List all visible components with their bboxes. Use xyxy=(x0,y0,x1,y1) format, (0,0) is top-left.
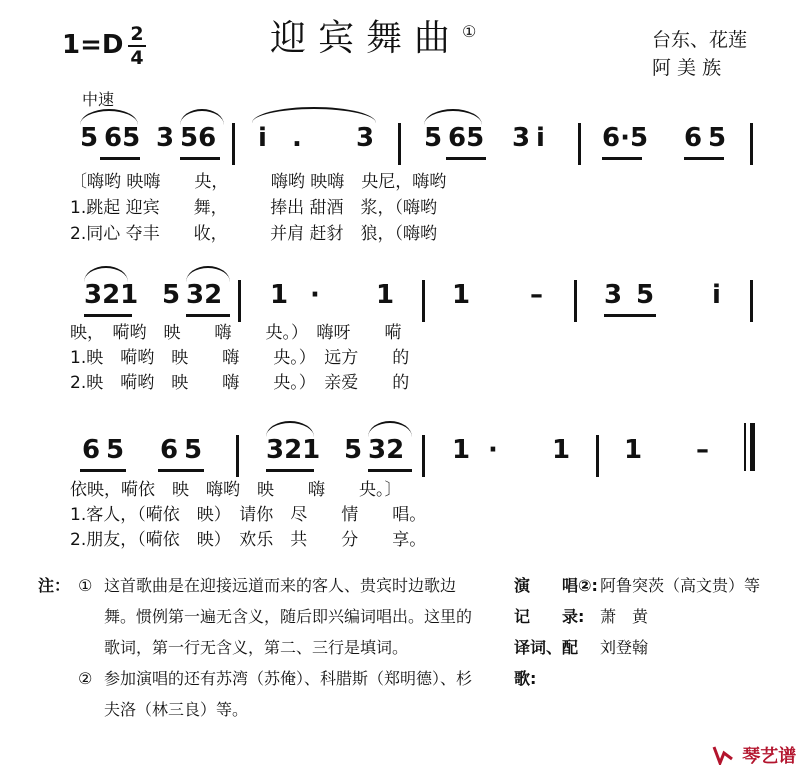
credit-arranger xyxy=(514,632,790,694)
final-barline-thin xyxy=(744,423,746,471)
credit-recorder xyxy=(514,601,790,632)
barline xyxy=(574,280,577,322)
time-signature xyxy=(128,24,146,68)
note: 6 xyxy=(684,123,703,153)
credit-singer xyxy=(514,570,790,601)
slur xyxy=(84,266,128,282)
note: 1 xyxy=(452,435,471,465)
watermark-text: 琴艺谱 xyxy=(742,746,797,767)
note: 3 xyxy=(156,123,175,153)
final-barline-thick xyxy=(750,423,755,471)
recorder-value: 萧 黄 xyxy=(600,607,649,626)
title-footnote-mark: ① xyxy=(462,22,477,41)
note: 1 xyxy=(552,435,571,465)
region-ethnic: 阿 美 族 xyxy=(652,57,722,79)
credits xyxy=(514,570,790,694)
lyric-line: 2.朋友，（嗬依 映） 欢乐 共 分 享。 xyxy=(70,530,427,550)
note: 1 xyxy=(270,280,289,310)
beam xyxy=(446,157,486,160)
note: i xyxy=(536,123,545,153)
note: 3 xyxy=(604,280,623,310)
lyric-line: 2.映 嗬哟 映 嗨 央。） 亲爱 的 xyxy=(70,373,410,393)
note: 3 xyxy=(356,123,375,153)
score-row-3 xyxy=(60,435,760,565)
lyric-line: 1.客人，（嗬依 映） 请你 尽 情 唱。 xyxy=(70,505,427,525)
barline xyxy=(422,280,425,322)
note: . xyxy=(292,123,302,153)
beam xyxy=(158,469,204,472)
footnote-2 xyxy=(38,663,478,725)
region-place: 台东、花莲 xyxy=(652,29,748,51)
footnote-2-text: 参加演唱的还有苏湾（苏俺）、科腊斯（郑明德）、杉夫洛（林三良）等。 xyxy=(104,669,473,719)
note: 5 xyxy=(424,123,443,153)
beam xyxy=(266,469,314,472)
note: 321 xyxy=(84,280,139,310)
slur xyxy=(266,421,314,437)
beam xyxy=(80,469,126,472)
note: 1 xyxy=(452,280,471,310)
score-row-1 xyxy=(60,123,760,253)
note: 5 xyxy=(184,435,203,465)
beam xyxy=(84,314,132,317)
beam xyxy=(186,314,230,317)
note: 32 xyxy=(368,435,405,465)
note: 321 xyxy=(266,435,321,465)
note: 65 xyxy=(448,123,485,153)
note: 5 xyxy=(708,123,727,153)
footnote-1-text: 这首歌曲是在迎接远道而来的客人、贵宾时边歌边舞。惯例第一遍无含义，随后即兴编词唱出。这里的歌词，第一行无含义，第二、三行是填词。 xyxy=(104,576,473,657)
score-row-2 xyxy=(60,280,760,410)
singer-label: 演 唱②: xyxy=(514,576,598,595)
note: – xyxy=(696,435,709,465)
footnote-2-mark: ② xyxy=(78,669,93,688)
singer-value: 阿鲁突茨（高文贵）等 xyxy=(600,576,761,595)
arranger-label: 译词、配歌: xyxy=(514,638,579,688)
footnote-1-mark: ① xyxy=(78,576,93,595)
slur xyxy=(80,109,138,125)
note: 6 xyxy=(160,435,179,465)
beam xyxy=(602,157,642,160)
note: 1 xyxy=(624,435,643,465)
slur xyxy=(368,421,412,437)
note: i xyxy=(712,280,721,310)
slur xyxy=(180,109,224,125)
song-title xyxy=(270,10,476,61)
beam xyxy=(100,157,140,160)
beam xyxy=(368,469,412,472)
barline xyxy=(422,435,425,477)
note: – xyxy=(530,280,543,310)
note: 5 xyxy=(344,435,363,465)
lyric-line: 1.跳起 迎宾 舞， 捧出 甜酒 浆，（嗨哟 xyxy=(70,198,438,218)
arranger-value: 刘登翰 xyxy=(600,638,649,657)
recorder-label: 记 录: xyxy=(514,607,585,626)
note: 5 xyxy=(106,435,125,465)
barline xyxy=(750,123,753,165)
barline xyxy=(596,435,599,477)
key-signature: 1=D xyxy=(62,30,124,60)
time-bottom: 4 xyxy=(130,47,144,69)
note: 6 xyxy=(82,435,101,465)
note: 3 xyxy=(512,123,531,153)
lyric-line: 1.映 嗬哟 映 嗨 央。） 远方 的 xyxy=(70,348,410,368)
note: · xyxy=(310,280,320,310)
barline xyxy=(238,280,241,322)
notes-row-1 xyxy=(60,123,760,173)
lyric-line: 〔嗨哟 映嗨 央， 嗨哟 映嗨 央尼，嗨哟 xyxy=(70,172,447,192)
lyric-line: 映， 嗬哟 映 嗨 央。） 嗨呀 嗬 xyxy=(70,323,402,343)
region-info xyxy=(652,26,747,82)
slur xyxy=(424,109,482,125)
tie xyxy=(252,107,376,123)
note: 5 xyxy=(636,280,655,310)
watermark xyxy=(712,742,796,770)
lyric-line: 依映，嗬依 映 嗨哟 映 嗨 央。〕 xyxy=(70,480,402,500)
note: 32 xyxy=(186,280,223,310)
note: 1 xyxy=(376,280,395,310)
beam xyxy=(604,314,656,317)
note: 56 xyxy=(180,123,217,153)
barline xyxy=(578,123,581,165)
slur xyxy=(186,266,230,282)
title-text: 迎宾舞曲 xyxy=(270,18,463,59)
barline xyxy=(236,435,239,477)
lyric-line: 2.同心 夺丰 收， 并肩 赶豺 狼，（嗨哟 xyxy=(70,224,438,244)
barline xyxy=(398,123,401,165)
logo-icon xyxy=(712,745,734,770)
footnote-1 xyxy=(38,570,478,663)
note: 6·5 xyxy=(602,123,649,153)
note: 65 xyxy=(104,123,141,153)
barline xyxy=(750,280,753,322)
footnotes xyxy=(38,570,478,725)
footnote-label: 注： xyxy=(38,576,71,595)
beam xyxy=(180,157,220,160)
tempo-marking: 中速 xyxy=(82,90,115,109)
note: i xyxy=(258,123,267,153)
barline xyxy=(232,123,235,165)
note: · xyxy=(488,435,498,465)
time-top: 2 xyxy=(130,23,144,45)
beam xyxy=(684,157,724,160)
note: 5 xyxy=(80,123,99,153)
note: 5 xyxy=(162,280,181,310)
